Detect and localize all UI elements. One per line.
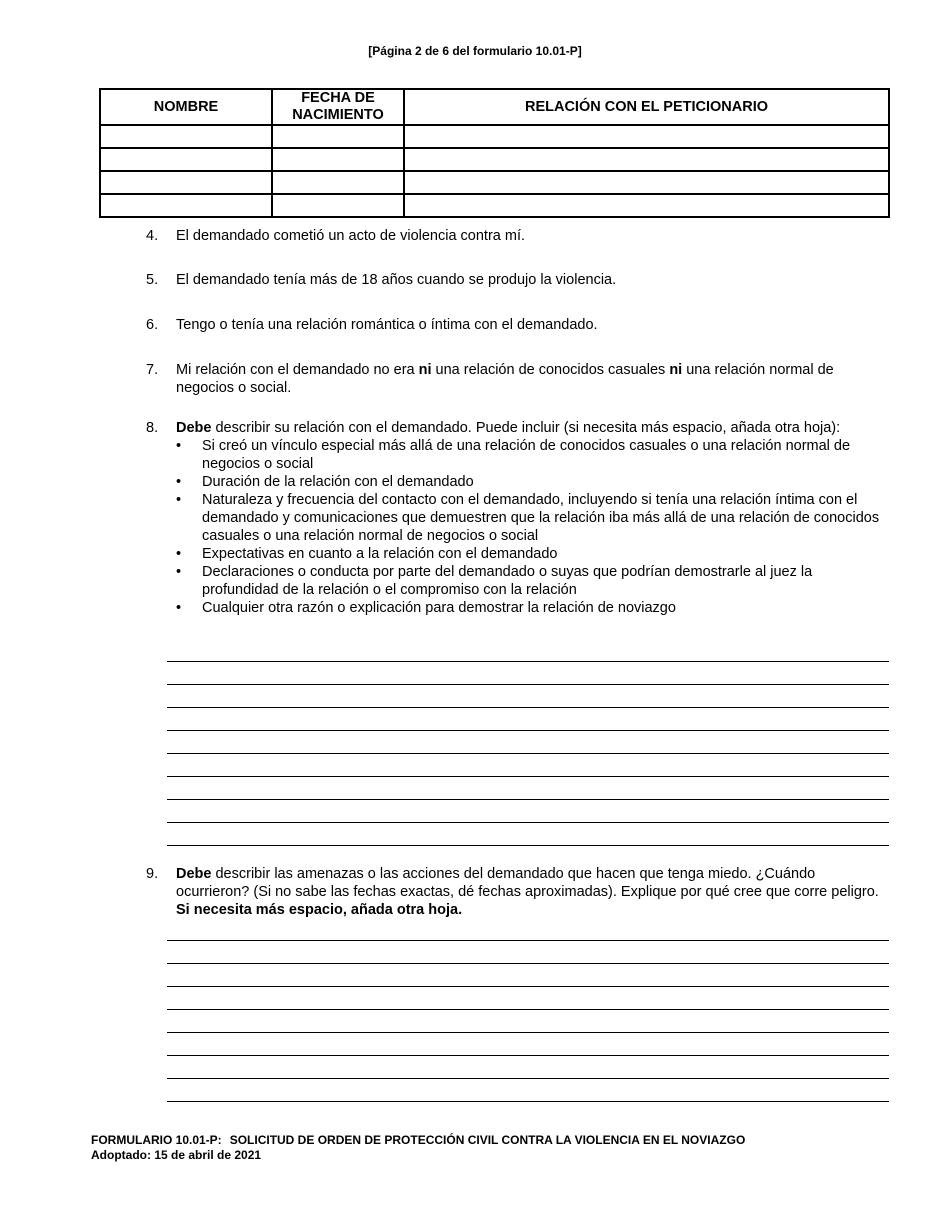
- table-header-row: [100, 89, 889, 125]
- list-item: • Cualquier otra razón o explicación para demostrar la relación de noviazgo: [176, 599, 890, 617]
- answer-line[interactable]: [167, 845, 889, 846]
- item-5: [146, 271, 890, 289]
- name-cell[interactable]: [100, 171, 272, 194]
- birthdate-cell[interactable]: [272, 148, 404, 171]
- item-text: [176, 419, 890, 437]
- table-row: [100, 125, 889, 148]
- emphasis: Debe: [176, 866, 212, 882]
- list-item: • Naturaleza y frecuencia del contacto con el demandado, incluyendo si tenía una relación íntima con el demandado y comunicaciones que demuestren que la relación iba más allá de una relación de conocidos casuales o una relación normal de negocios o social: [176, 491, 890, 545]
- column-header-birthdate-line1: FECHA DE: [301, 90, 375, 106]
- text-run: describir las amenazas o las acciones del demandado que hacen que tenga miedo. ¿Cuándo ocurrieron? (Si no sabe las fechas exactas, dé fechas aproximadas). Explique por qué cree que corre peligro.: [176, 866, 879, 900]
- answer-line[interactable]: [167, 1101, 889, 1102]
- footer-form-line: [91, 1133, 745, 1148]
- answer-line[interactable]: [167, 1078, 889, 1079]
- footer-form-title: SOLICITUD DE ORDEN DE PROTECCIÓN CIVIL CONTRA LA VIOLENCIA EN EL NOVIAZGO: [229, 1133, 746, 1147]
- item-text: [176, 361, 890, 397]
- name-cell[interactable]: [100, 125, 272, 148]
- answer-line[interactable]: [167, 776, 889, 777]
- page-header: [Página 2 de 6 del formulario 10.01-P]: [368, 44, 582, 58]
- relationship-cell[interactable]: [404, 194, 889, 217]
- column-header-relationship: RELACIÓN CON EL PETICIONARIO: [404, 89, 889, 125]
- item-7: [146, 361, 890, 397]
- name-cell[interactable]: [100, 194, 272, 217]
- answer-line[interactable]: [167, 684, 889, 685]
- table-row: [100, 148, 889, 171]
- column-header-birthdate-line2: NACIMIENTO: [292, 107, 384, 123]
- list-item: • Duración de la relación con el demandado: [176, 473, 890, 491]
- item-text: El demandado tenía más de 18 años cuando se produjo la violencia.: [176, 272, 617, 288]
- emphasis: Debe: [176, 420, 212, 436]
- birthdate-cell[interactable]: [272, 171, 404, 194]
- footer-form-code: FORMULARIO 10.01-P:: [91, 1133, 222, 1147]
- footer-adopted-date: Adoptado: 15 de abril de 2021: [91, 1148, 262, 1162]
- emphasis: ni: [669, 362, 683, 378]
- answer-line[interactable]: [167, 963, 889, 964]
- column-header-birthdate: [272, 89, 404, 125]
- table-row: [100, 194, 889, 217]
- name-cell[interactable]: [100, 148, 272, 171]
- table-row: [100, 171, 889, 194]
- item-number: 6.: [146, 317, 159, 333]
- item-4: [146, 227, 890, 245]
- item-number: 8.: [146, 420, 159, 436]
- answer-line[interactable]: [167, 1055, 889, 1056]
- birthdate-cell[interactable]: [272, 125, 404, 148]
- text-run: describir su relación con el demandado. Puede incluir (si necesita más espacio, añada otra hoja):: [211, 420, 841, 436]
- answer-line[interactable]: [167, 822, 889, 823]
- relationship-cell[interactable]: [404, 125, 889, 148]
- answer-line[interactable]: [167, 986, 889, 987]
- relationship-cell[interactable]: [404, 148, 889, 171]
- column-header-name: NOMBRE: [100, 89, 272, 125]
- answer-line[interactable]: [167, 1009, 889, 1010]
- birthdate-cell[interactable]: [272, 194, 404, 217]
- answer-line[interactable]: [167, 753, 889, 754]
- item-number: 5.: [146, 272, 159, 288]
- list-item: • Declaraciones o conducta por parte del demandado o suyas que podrían demostrarle al juez la profundidad de la relación o el compromiso con la relación: [176, 563, 890, 599]
- emphasis: Si necesita más espacio, añada otra hoja.: [176, 902, 463, 918]
- answer-line[interactable]: [167, 730, 889, 731]
- text-run: una relación normal de negocios o social.: [176, 362, 834, 396]
- item-9: [146, 865, 890, 919]
- persons-table: [99, 88, 890, 218]
- bullet-list: [176, 437, 890, 617]
- item-text: [176, 865, 890, 919]
- list-item: • Expectativas en cuanto a la relación con el demandado: [176, 545, 890, 563]
- answer-line[interactable]: [167, 799, 889, 800]
- item-number: 7.: [146, 362, 159, 378]
- answer-line[interactable]: [167, 1032, 889, 1033]
- page-footer: [91, 1133, 745, 1163]
- relationship-cell[interactable]: [404, 171, 889, 194]
- item-number: 9.: [146, 866, 159, 882]
- answer-line[interactable]: [167, 940, 889, 941]
- answer-line[interactable]: [167, 661, 889, 662]
- answer-line[interactable]: [167, 707, 889, 708]
- item-6: [146, 316, 890, 334]
- text-run: una relación de conocidos casuales: [431, 362, 670, 378]
- text-run: Mi relación con el demandado no era: [176, 362, 419, 378]
- item-text: El demandado cometió un acto de violencia contra mí.: [176, 228, 526, 244]
- emphasis: ni: [418, 362, 432, 378]
- list-item: • Si creó un vínculo especial más allá de una relación de conocidos casuales o una relación normal de negocios o social: [176, 437, 890, 473]
- item-number: 4.: [146, 228, 159, 244]
- item-8: [146, 419, 890, 617]
- item-text: Tengo o tenía una relación romántica o íntima con el demandado.: [176, 317, 598, 333]
